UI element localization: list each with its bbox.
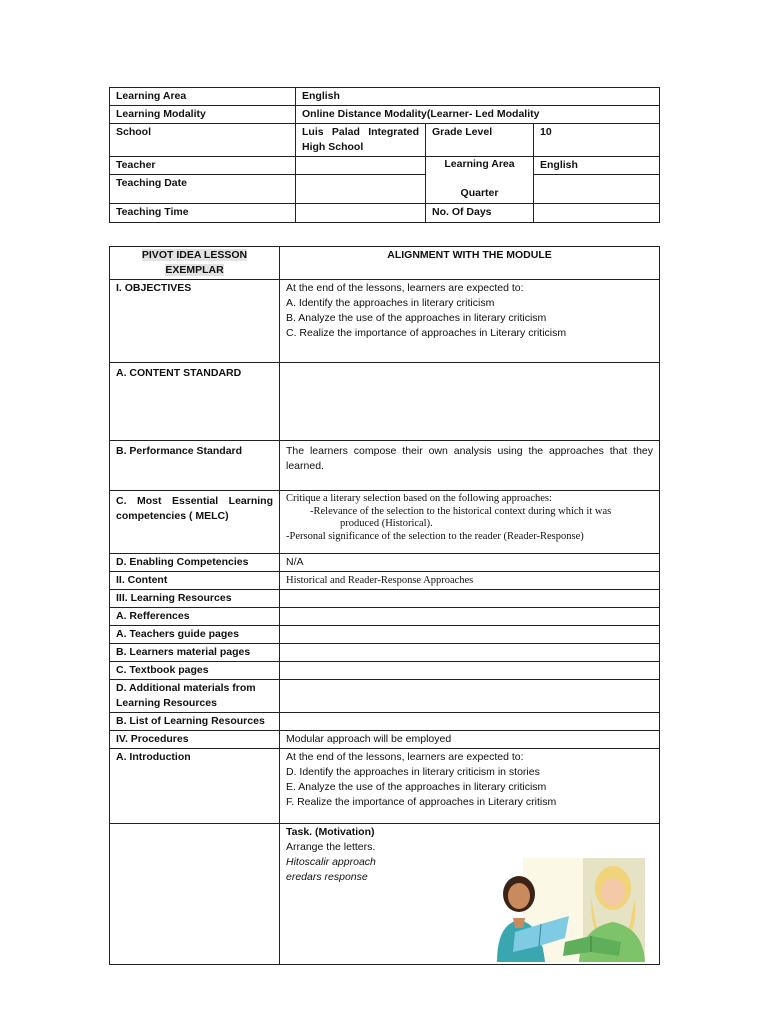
performance-label: B. Performance Standard [110, 441, 280, 491]
teaching-time-label: Teaching Time [110, 204, 296, 223]
learning-area2-label: Learning Area [444, 158, 515, 170]
task-instruction: Arrange the letters. [286, 841, 376, 853]
header-left: PIVOT IDEA LESSON EXEMPLAR [141, 249, 248, 276]
quarter-label: Quarter [460, 187, 499, 199]
teacher-value [296, 157, 426, 175]
melc-line: Critique a literary selection based on the following approaches: [286, 493, 552, 504]
content-standard-value [280, 363, 660, 441]
teaching-time-value [296, 204, 426, 223]
reading-students-illustration [495, 858, 645, 962]
quarter-value [534, 175, 660, 204]
grade-level-value: 10 [534, 124, 660, 157]
learners-material-label: B. Learners material pages [110, 644, 280, 662]
procedures-label: IV. Procedures [110, 731, 280, 749]
resources-label: III. Learning Resources [110, 590, 280, 608]
objectives-cell [280, 280, 660, 363]
performance-text: The learners compose their own analysis using the approaches that they learned. [280, 441, 660, 491]
textbook-label: C. Textbook pages [110, 662, 280, 680]
list-label: B. List of Learning Resources [110, 713, 280, 731]
list-value [280, 713, 660, 731]
melc-line: -Relevance of the selection to the historical context during which it was [310, 505, 612, 517]
info-table [109, 87, 660, 223]
task-title: Task. (Motivation) [286, 826, 375, 838]
content-value: Historical and Reader-Response Approaches [280, 572, 660, 590]
objective-item: B. Analyze the use of the approaches in literary criticism [286, 312, 547, 324]
additional-value [280, 680, 660, 713]
textbook-value [280, 662, 660, 680]
intro-item: D. Identify the approaches in literary criticism in stories [286, 766, 540, 778]
objectives-intro: At the end of the lessons, learners are expected to: [286, 282, 524, 294]
procedures-value: Modular approach will be employed [280, 731, 660, 749]
learning-modality-label: Learning Modality [110, 106, 296, 124]
introduction-cell [280, 749, 660, 824]
learning-area-label: Learning Area [110, 88, 296, 106]
learning-modality-value: Online Distance Modality(Learner- Led Modality [296, 106, 660, 124]
task-cell [280, 824, 660, 965]
melc-label: C. Most Essential Learning competencies ( MELC) [110, 491, 280, 554]
learning-area-value: English [296, 88, 660, 106]
no-of-days-label: No. Of Days [426, 204, 534, 223]
melc-line: -Personal significance of the selection to the reader (Reader-Response) [286, 530, 584, 542]
intro-item: E. Analyze the use of the approaches in literary criticism [286, 781, 547, 793]
content-standard-label: A. CONTENT STANDARD [110, 363, 280, 441]
teaching-date-value [296, 175, 426, 204]
teachers-guide-value [280, 626, 660, 644]
enabling-value: N/A [280, 554, 660, 572]
school-value: Luis Palad Integrated High School [296, 124, 426, 157]
task-label-cell [110, 824, 280, 965]
objectives-label: I. OBJECTIVES [110, 280, 280, 363]
enabling-label: D. Enabling Competencies [110, 554, 280, 572]
references-value [280, 608, 660, 626]
grade-level-label: Grade Level [426, 124, 534, 157]
header-right: ALIGNMENT WITH THE MODULE [280, 247, 660, 280]
references-label: A. Refferences [110, 608, 280, 626]
additional-label: D. Additional materials from Learning Resources [110, 680, 280, 713]
melc-line: produced (Historical). [340, 518, 433, 529]
objective-item: C. Realize the importance of approaches in Literary criticism [286, 327, 567, 339]
content-label: II. Content [110, 572, 280, 590]
learners-material-value [280, 644, 660, 662]
learning-area2-value: English [534, 157, 660, 175]
lesson-table [109, 246, 660, 965]
melc-cell [280, 491, 660, 554]
intro-lead: At the end of the lessons, learners are expected to: [286, 751, 524, 763]
learning-area-quarter-cell [426, 157, 534, 204]
no-of-days-value [534, 204, 660, 223]
task-item: eredars response [286, 871, 368, 883]
resources-value [280, 590, 660, 608]
teacher-label: Teacher [110, 157, 296, 175]
school-label: School [110, 124, 296, 157]
teaching-date-label: Teaching Date [110, 175, 296, 204]
task-item: Hitoscalir approach [286, 856, 376, 868]
introduction-label: A. Introduction [110, 749, 280, 824]
intro-item: F. Realize the importance of approaches in Literary critism [286, 796, 557, 808]
header-left-cell [110, 247, 280, 280]
objective-item: A. Identify the approaches in literary criticism [286, 297, 495, 309]
teachers-guide-label: A. Teachers guide pages [110, 626, 280, 644]
